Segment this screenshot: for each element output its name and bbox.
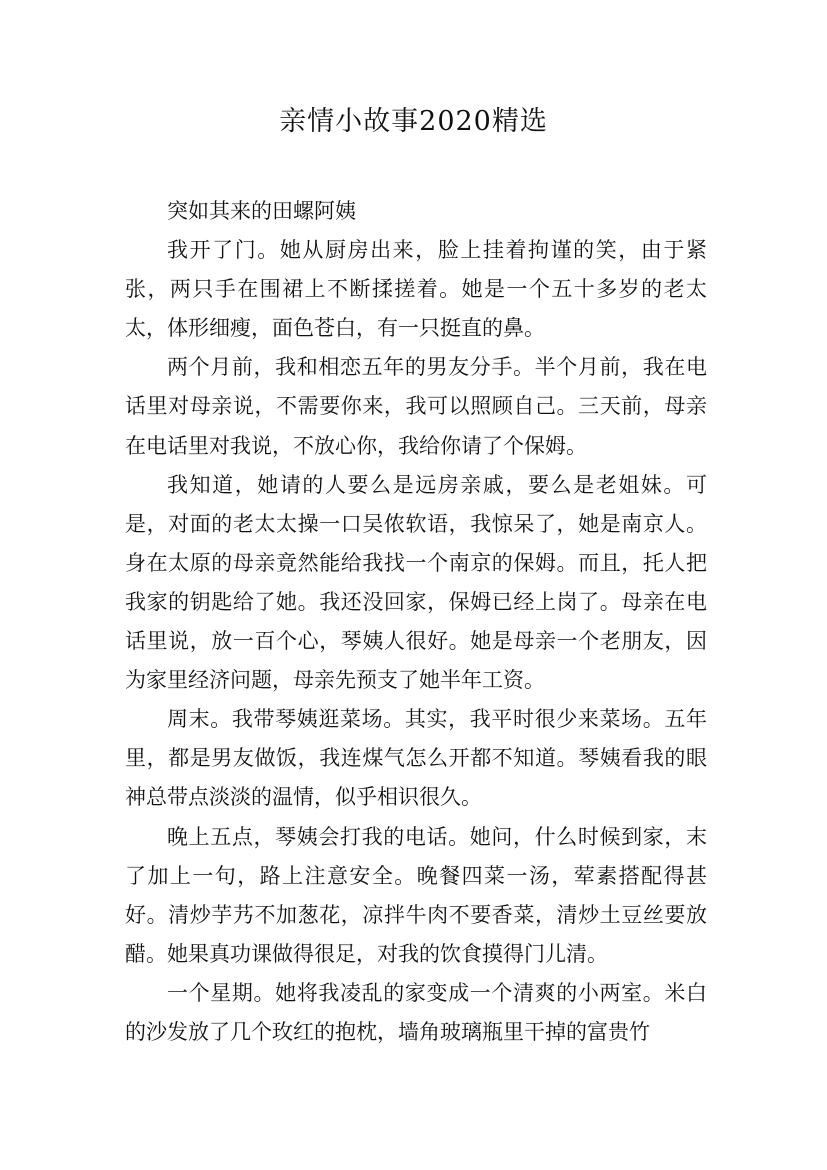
document-title: 亲情小故事2020精选 (279, 106, 548, 137)
paragraph: 两个月前，我和相恋五年的男友分手。半个月前，我在电话里对母亲说，不需要你来，我可以照顾自己。三天前，母亲在电话里对我说，不放心你，我给你请了个保姆。 (125, 355, 707, 458)
paragraph: 我开了门。她从厨房出来，脸上挂着拘谨的笑，由于紧张，两只手在围裙上不断揉搓着。她是一个五十多岁的老太太，体形细瘦，面色苍白，有一只挺直的鼻。 (125, 238, 707, 341)
paragraph: 晚上五点，琴姨会打我的电话。她问，什么时候到家，末了加上一句，路上注意安全。晚餐四菜一汤，荤素搭配得甚好。清炒芋艿不加葱花，凉拌牛肉不要香菜，清炒土豆丝要放醋。她果真功课做得很足，对我的饮食摸得门儿清。 (125, 824, 707, 966)
paragraph: 我知道，她请的人要么是远房亲戚，要么是老姐妹。可是，对面的老太太操一口吴侬软语，我惊呆了，她是南京人。身在太原的母亲竟然能给我找一个南京的保姆。而且，托人把我家的钥匙给了她。我还没回家，保姆已经上岗了。母亲在电话里说，放一百个心，琴姨人很好。她是母亲一个老朋友，因为家里经济问题，母亲先预支了她半年工资。 (125, 472, 707, 693)
story-subtitle: 突如其来的田螺阿姨 (167, 199, 356, 223)
document-body (125, 192, 707, 1052)
paragraph: 周末。我带琴姨逛菜场。其实，我平时很少来菜场。五年里，都是男友做饭，我连煤气怎么开都不知道。琴姨看我的眼神总带点淡淡的温情，似乎相识很久。 (125, 707, 707, 810)
paragraph: 一个星期。她将我凌乱的家变成一个清爽的小两室。米白的沙发放了几个玫红的抱枕，墙角玻璃瓶里干掉的富贵竹 (125, 980, 707, 1044)
